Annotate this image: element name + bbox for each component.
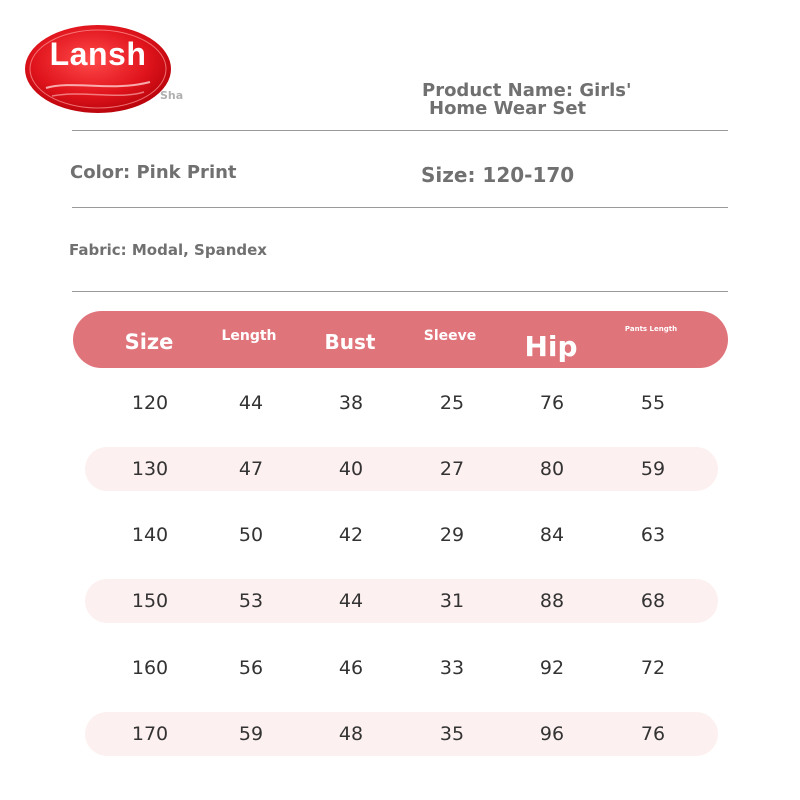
table-cell: 27	[439, 458, 465, 480]
header-pants-length: Pants Length	[624, 325, 678, 333]
table-cell: 88	[539, 590, 565, 612]
logo-subtext: Sha	[160, 89, 184, 102]
table-cell: 120	[131, 392, 169, 414]
table-cell: 76	[640, 723, 666, 745]
logo-text: Lansh	[49, 36, 147, 72]
table-cell: 56	[238, 657, 264, 679]
table-cell: 84	[539, 524, 565, 546]
table-cell: 59	[640, 458, 666, 480]
table-cell: 76	[539, 392, 565, 414]
product-color: Color: Pink Print	[70, 162, 237, 183]
table-row	[85, 579, 718, 623]
table-cell: 46	[338, 657, 364, 679]
header-bust: Bust	[324, 330, 376, 354]
product-name	[422, 82, 682, 118]
header-size: Size	[124, 330, 174, 354]
header-sleeve: Sleeve	[423, 328, 477, 344]
table-cell: 55	[640, 392, 666, 414]
table-cell: 44	[238, 392, 264, 414]
table-cell: 150	[131, 590, 169, 612]
table-row	[85, 646, 718, 690]
table-row	[85, 712, 718, 756]
table-cell: 25	[439, 392, 465, 414]
table-cell: 130	[131, 458, 169, 480]
table-cell: 140	[131, 524, 169, 546]
table-cell: 47	[238, 458, 264, 480]
table-cell: 96	[539, 723, 565, 745]
header-length: Length	[221, 328, 277, 344]
table-cell: 29	[439, 524, 465, 546]
table-row	[85, 381, 718, 425]
table-cell: 31	[439, 590, 465, 612]
divider	[72, 291, 728, 292]
brand-logo	[22, 22, 174, 116]
table-cell: 68	[640, 590, 666, 612]
size-table-header	[73, 311, 728, 368]
product-size: Size: 120-170	[421, 163, 575, 187]
table-row	[85, 447, 718, 491]
product-fabric: Fabric: Modal, Spandex	[69, 241, 267, 259]
product-name-line1: Product Name: Girls'	[422, 80, 632, 101]
table-cell: 44	[338, 590, 364, 612]
divider	[72, 207, 728, 208]
table-cell: 92	[539, 657, 565, 679]
table-cell: 63	[640, 524, 666, 546]
divider	[72, 130, 728, 131]
table-cell: 48	[338, 723, 364, 745]
table-cell: 160	[131, 657, 169, 679]
table-cell: 59	[238, 723, 264, 745]
table-cell: 50	[238, 524, 264, 546]
header-hip: Hip	[524, 330, 578, 363]
table-cell: 35	[439, 723, 465, 745]
table-row	[85, 513, 718, 557]
product-name-line2: Home Wear Set	[429, 98, 587, 119]
table-cell: 33	[439, 657, 465, 679]
table-cell: 42	[338, 524, 364, 546]
table-cell: 72	[640, 657, 666, 679]
table-cell: 170	[131, 723, 169, 745]
table-cell: 38	[338, 392, 364, 414]
table-cell: 53	[238, 590, 264, 612]
table-cell: 40	[338, 458, 364, 480]
table-cell: 80	[539, 458, 565, 480]
